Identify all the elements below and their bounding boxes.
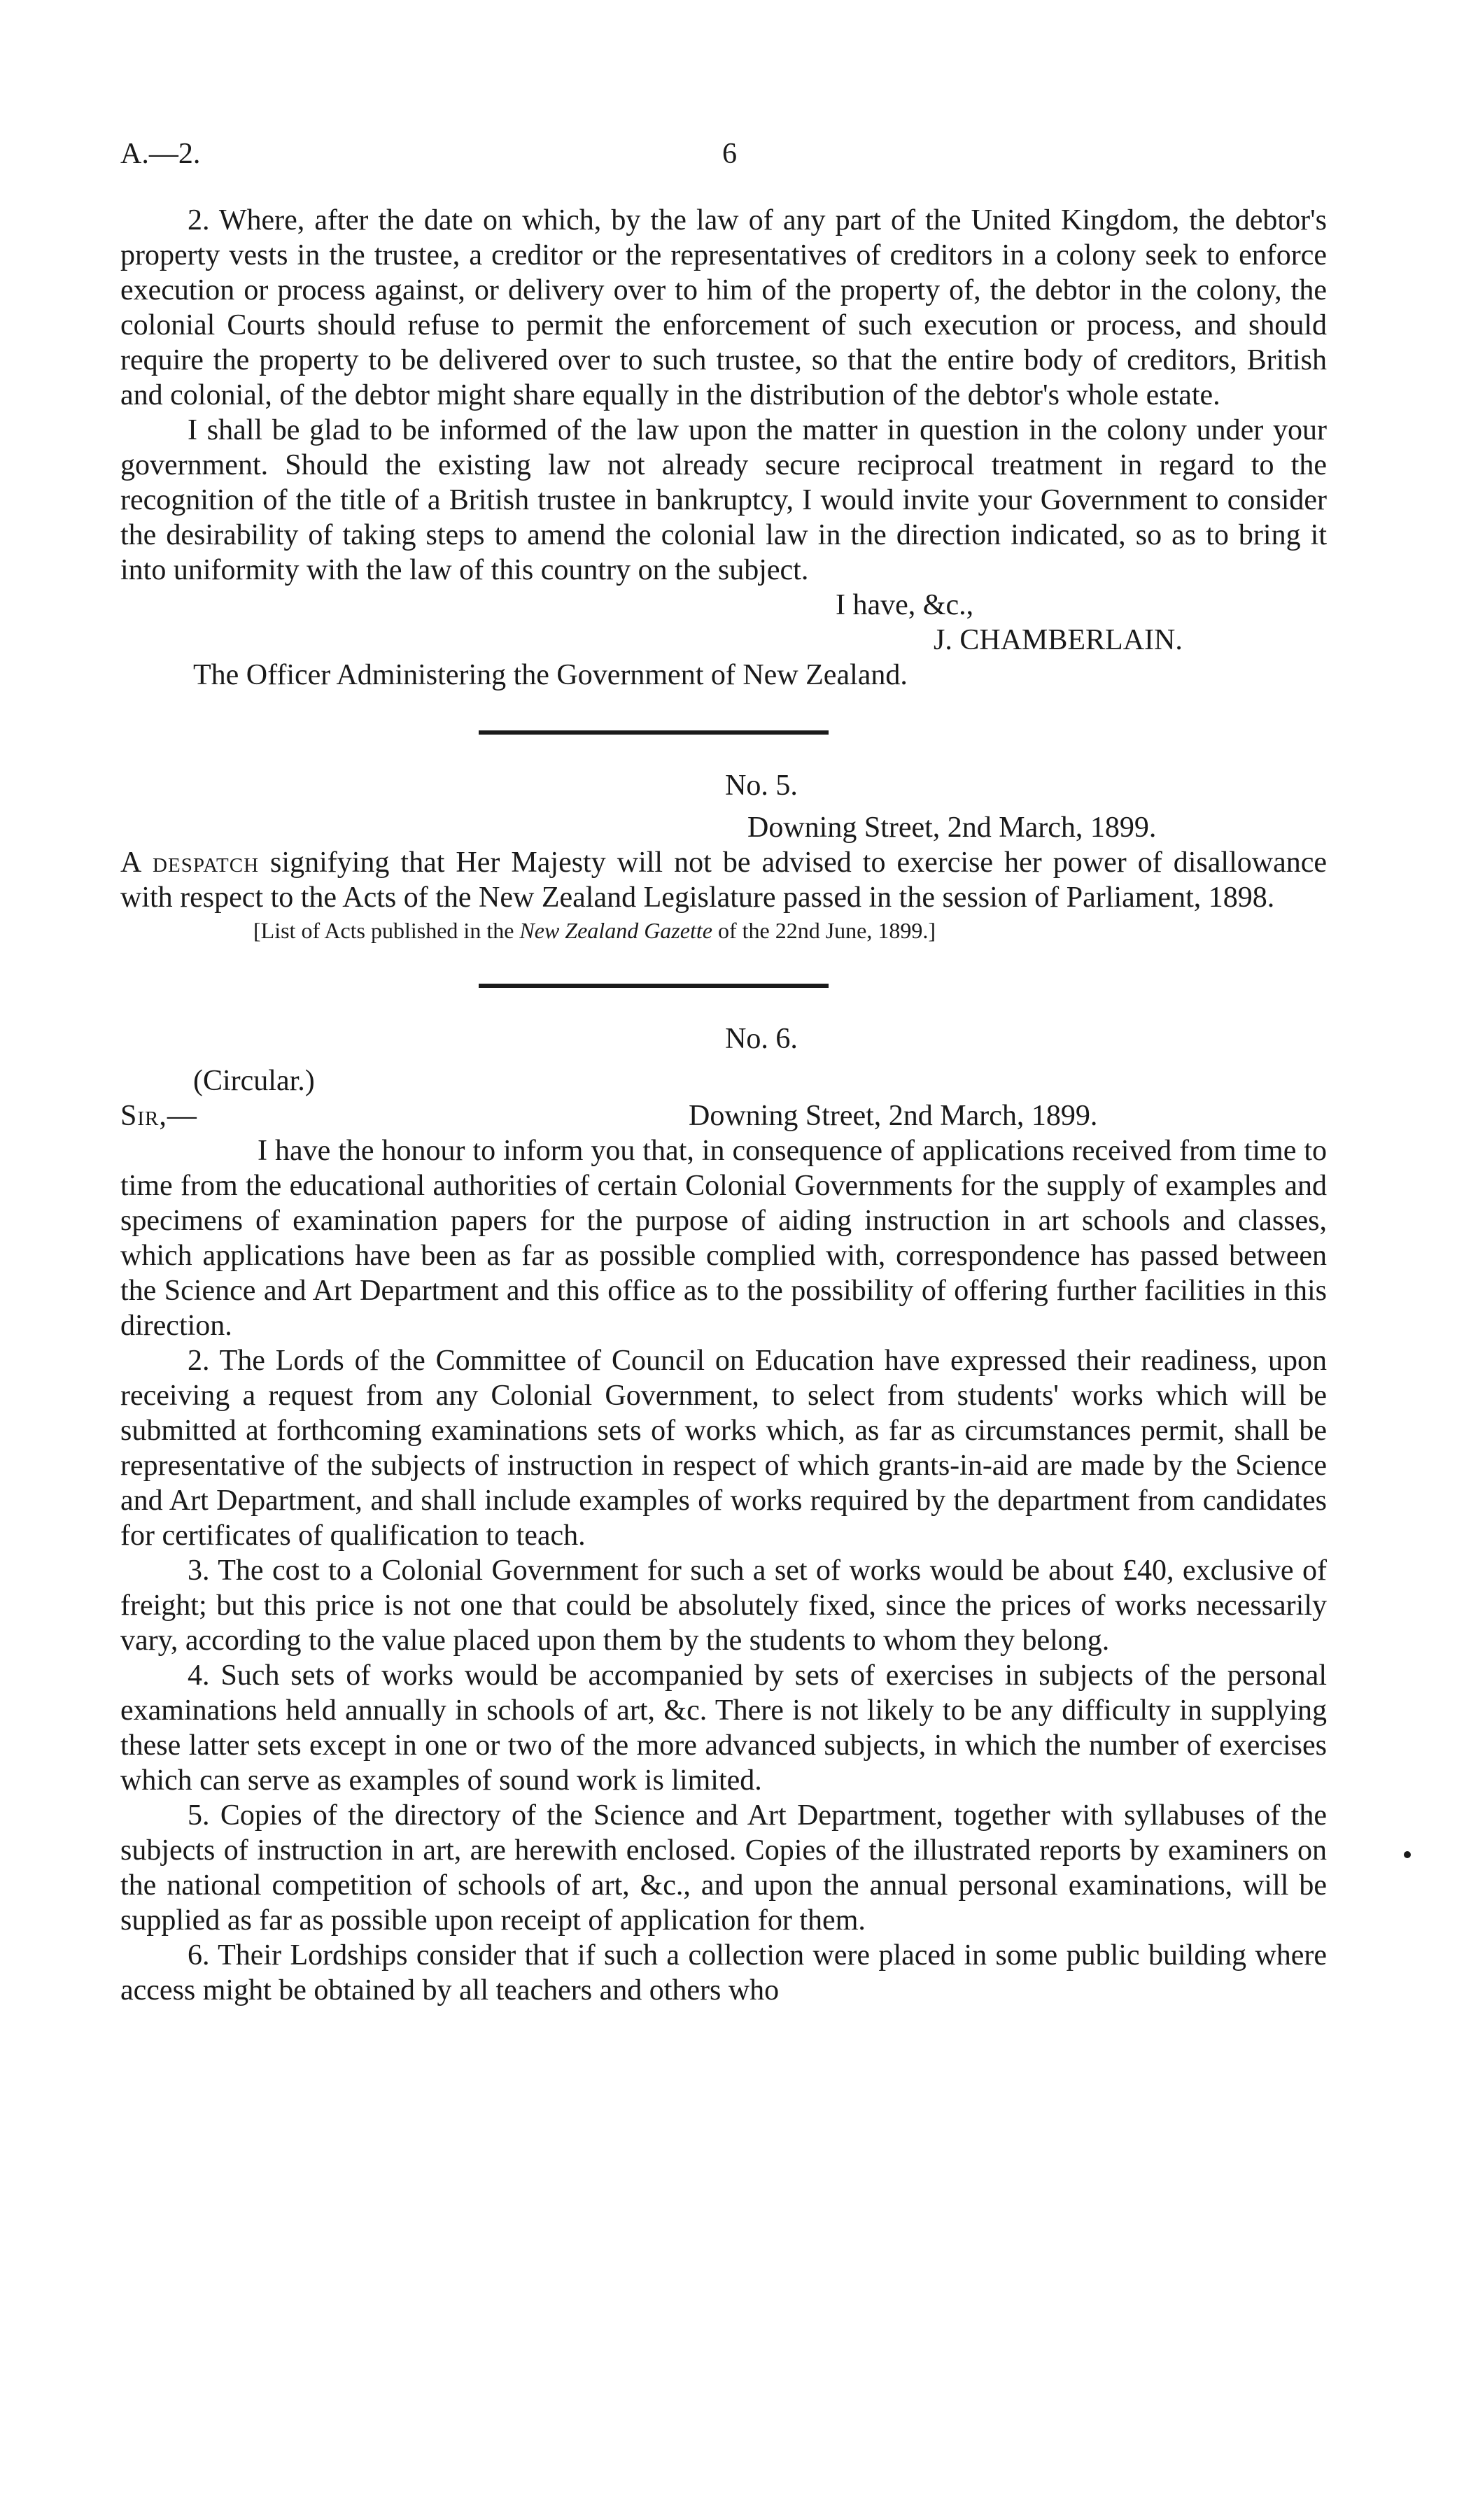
dateline: Downing Street, 2nd March, 1899. bbox=[747, 812, 1157, 844]
editorial-note: [List of Acts published in the New Zealand Gazette of the 22nd June, 1899.] bbox=[253, 918, 936, 943]
lead-words: A despatch bbox=[120, 847, 260, 879]
paragraph: I have the honour to inform you that, in consequence of applications received from time to time from the educational authorities of certain Colonial Governments for the supply of examples and specimens of examination papers for the purpose of aiding instruction in art schools and classes, which applications have been as far as possible complied with, correspondence has passed between the Science and Art Department and this office as to the possibility of offering further facilities in this direction. bbox=[120, 1135, 1327, 1342]
paragraph: 3. The cost to a Colonial Government for such a set of works would be about £40, exclusive of freight; but this price is not one that could be absolutely fixed, since the prices of works necessarily vary, according to the value placed upon them by the students to whom they belong. bbox=[120, 1555, 1327, 1657]
dateline: Downing Street, 2nd March, 1899. bbox=[689, 1100, 1098, 1132]
addressee: The Officer Administering the Government of New Zealand. bbox=[193, 659, 908, 691]
section-divider bbox=[479, 984, 829, 988]
salutation-line bbox=[120, 1098, 1327, 1133]
despatch-6 bbox=[120, 1021, 1327, 2008]
page-number: 6 bbox=[722, 138, 737, 170]
paragraph: 4. Such sets of works would be accompanied by sets of exercises in subjects of the personal examinations held annually in schools of art, &c. There is not likely to be any difficulty in supplying these latter sets except in one or two of the more advanced subjects, in which the number of exercises which can serve as examples of sound work is limited. bbox=[120, 1659, 1327, 1797]
signature: J. CHAMBERLAIN. bbox=[934, 624, 1183, 656]
despatch-number: No. 6. bbox=[725, 1023, 798, 1055]
despatch-summary bbox=[120, 845, 1327, 915]
paragraph: 5. Copies of the directory of the Science and Art Department, together with syllabuses of the subjects of instruction in art, are herewith enclosed. Copies of the illustrated reports by examiners on the national competition of schools of art, &c., and upon the annual personal examinations, will be supplied as far as possible upon receipt of application for them. bbox=[120, 1799, 1327, 1937]
despatch-number: No. 5. bbox=[725, 770, 798, 802]
closing: I have, &c., bbox=[836, 589, 974, 621]
margin-mark bbox=[1404, 1851, 1411, 1858]
paragraph: 2. The Lords of the Committee of Council on Education have expressed their readiness, upon receiving a request from any Colonial Government, to select from students' works which will be submitted at forthcoming examinations sets of works which, as far as circumstances permit, shall be representative of the subjects of instruction in respect of which grants-in-aid are made by the Science and Art Department, and shall include examples of works required by the department from candidates for certificates of qualification to teach. bbox=[120, 1345, 1327, 1552]
page-body bbox=[120, 203, 1327, 2008]
despatch-5 bbox=[120, 768, 1327, 946]
paragraph: 2. Where, after the date on which, by the law of any part of the United Kingdom, the debtor's property vests in the trustee, a creditor or the representatives of creditors in a colony seek to enforce execution or process against, or delivery over to him of the property of, the debtor in the colony, the colonial Courts should refuse to permit the enforcement of such execution or process, and should require the property to be delivered over to such trustee, so that the entire body of creditors, British and colonial, of the debtor might share equally in the distribution of the debtor's whole estate. bbox=[120, 204, 1327, 411]
section-divider bbox=[479, 730, 829, 735]
despatch-4-continuation bbox=[120, 203, 1327, 693]
circular-label: (Circular.) bbox=[193, 1065, 315, 1097]
paragraph: I shall be glad to be informed of the law upon the matter in question in the colony under your government. Should the existing law not already secure reciprocal treatment in regard to the recognition of the title of a British trustee in bankruptcy, I would invite your Government to consider the desirability of taking steps to amend the colonial law in the direction indicated, so as to bring it into uniformity with the law of this country on the subject. bbox=[120, 414, 1327, 586]
gazette-title: New Zealand Gazette bbox=[519, 918, 712, 943]
document-reference: A.—2. bbox=[120, 138, 201, 170]
paragraph: 6. Their Lordships consider that if such a collection were placed in some public building where access might be obtained by all teachers and others who bbox=[120, 1939, 1327, 2006]
salutation: Sir,— bbox=[120, 1100, 197, 1132]
summary-text: signifying that Her Majesty will not be advised to exercise her power of disallowance with respect to the Acts of the New Zealand Legislature passed in the session of Parliament, 1898. bbox=[120, 847, 1328, 914]
page-header bbox=[120, 137, 1324, 179]
